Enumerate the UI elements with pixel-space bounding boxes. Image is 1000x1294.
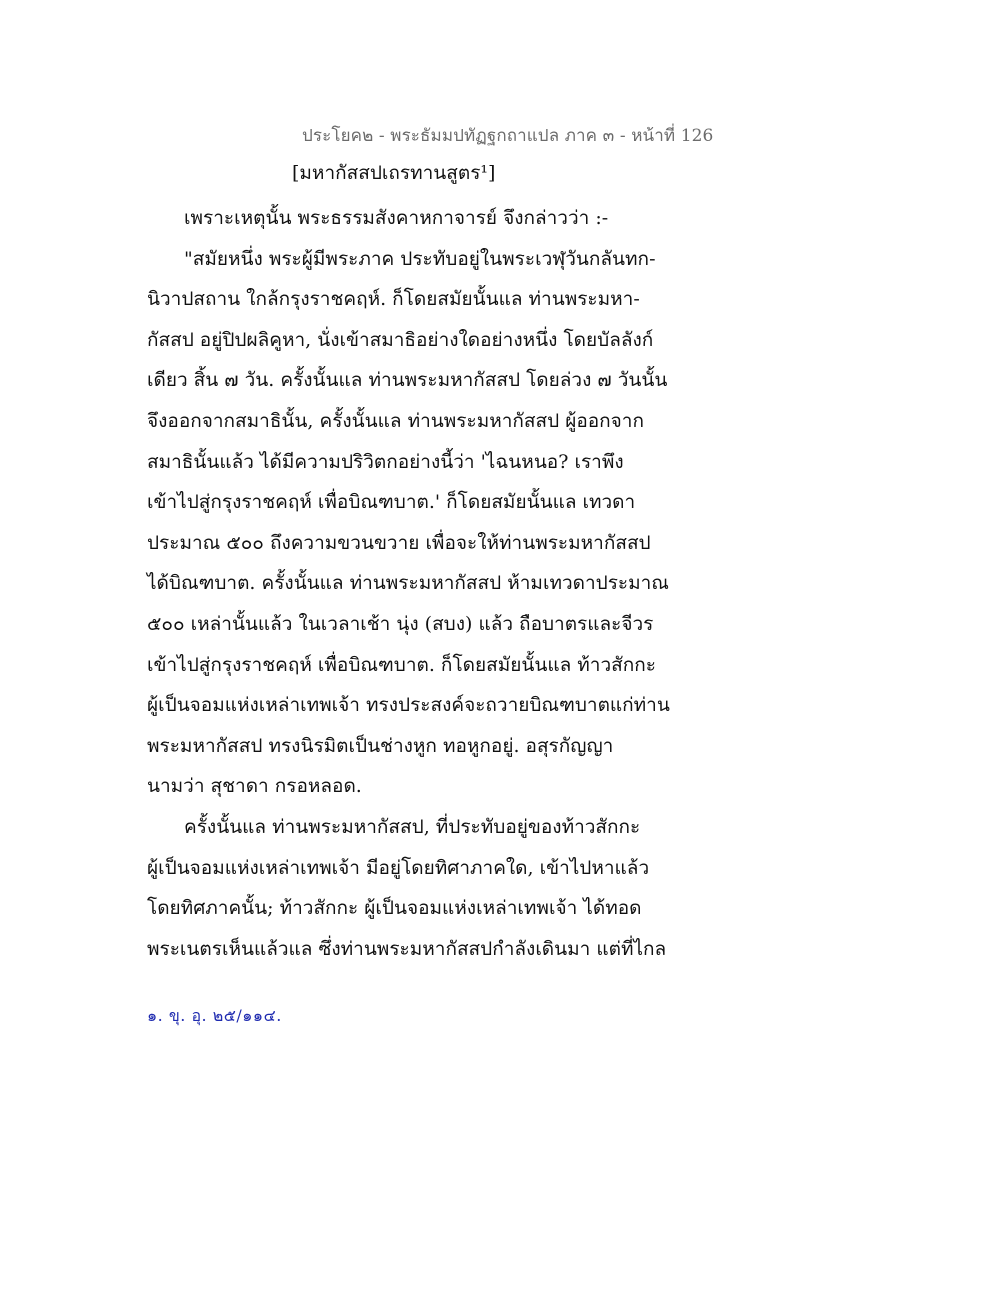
paragraph-line: นามว่า สุชาดา กรอหลอด.: [147, 775, 362, 798]
paragraph-line: ครั้งนั้นแล ท่านพระมหากัสสป, ที่ประทับอยู่ของท้าวสักกะ: [184, 815, 641, 838]
paragraph-line: ประมาณ ๕๐๐ ถึงความขวนขวาย เพื่อจะให้ท่านพระมหากัสสป: [147, 531, 651, 554]
paragraph-line: สมาธินั้นแล้ว ได้มีความปริวิตกอย่างนี้ว่า 'ไฉนหนอ? เราพึง: [147, 450, 624, 473]
running-header: ประโยค๒ - พระธัมมปทัฏฐกถาแปล ภาค ๓ - หน้าที่ 126: [302, 126, 714, 146]
paragraph-line: เดียว สิ้น ๗ วัน. ครั้งนั้นแล ท่านพระมหากัสสป โดยล่วง ๗ วันนั้น: [147, 369, 668, 392]
paragraph-line: ได้บิณฑบาต. ครั้งนั้นแล ท่านพระมหากัสสป ห้ามเทวดาประมาณ: [147, 572, 669, 595]
paragraph-line: พระมหากัสสป ทรงนิรมิตเป็นช่างหูก ทอหูกอยู่. อสุรกัญญา: [147, 734, 614, 757]
paragraph-line: ผู้เป็นจอมแห่งเหล่าเทพเจ้า ทรงประสงค์จะถวายบิณฑบาตแก่ท่าน: [147, 694, 670, 717]
section-title: [มหากัสสปเถรทานสูตร¹]: [292, 162, 496, 184]
paragraph-line: ผู้เป็นจอมแห่งเหล่าเทพเจ้า มีอยู่โดยทิศาภาคใด, เข้าไปหาแล้ว: [147, 856, 650, 879]
paragraph-line: นิวาปสถาน ใกล้กรุงราชคฤห์. ก็โดยสมัยนั้นแล ท่านพระมหา-: [147, 288, 640, 311]
paragraph-line: จึงออกจากสมาธินั้น, ครั้งนั้นแล ท่านพระมหากัสสป ผู้ออกจาก: [147, 409, 644, 432]
paragraph-line: เพราะเหตุนั้น พระธรรมสังคาหกาจารย์ จึงกล่าวว่า :-: [184, 207, 609, 229]
paragraph-line: กัสสป อยู่ปิปผลิคูหา, นั่งเข้าสมาธิอย่างใดอย่างหนึ่ง โดยบัลลังก์: [147, 328, 654, 351]
paragraph-line: "สมัยหนึ่ง พระผู้มีพระภาค ประทับอยู่ในพระเวฬุวันกลันทก-: [184, 247, 656, 270]
body-text: [147, 198, 707, 969]
paragraph-line: ๕๐๐ เหล่านั้นแล้ว ในเวลาเช้า นุ่ง (สบง) แล้ว ถือบาตรและจีวร: [147, 612, 654, 635]
paragraph-line: พระเนตรเห็นแล้วแล ซึ่งท่านพระมหากัสสปกำลังเดินมา แต่ที่ไกล: [147, 937, 667, 960]
paragraph-line: โดยทิศภาคนั้น; ท้าวสักกะ ผู้เป็นจอมแห่งเหล่าเทพเจ้า ได้ทอด: [147, 897, 642, 920]
paragraph-line: เข้าไปสู่กรุงราชคฤห์ เพื่อบิณฑบาต. ก็โดยสมัยนั้นแล ท้าวสักกะ: [147, 653, 656, 676]
footnote: ๑. ขุ. อุ. ๒๕/๑๑๔.: [147, 1006, 282, 1025]
paragraph-line: เข้าไปสู่กรุงราชคฤห์ เพื่อบิณฑบาต.' ก็โดยสมัยนั้นแล เทวดา: [147, 491, 636, 514]
